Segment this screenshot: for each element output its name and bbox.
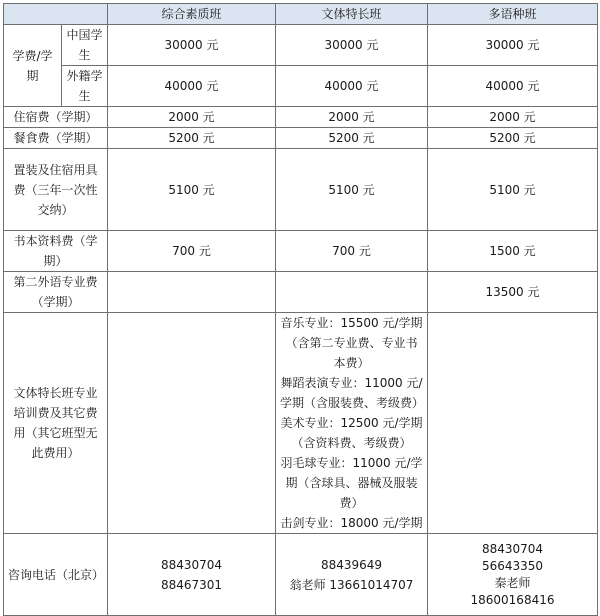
cell-empty xyxy=(428,313,598,534)
phone-number: 88439649 xyxy=(320,557,383,572)
column-header-comprehensive: 综合素质班 xyxy=(108,4,276,25)
table-row-housing xyxy=(4,107,598,128)
table-row-special-training xyxy=(4,313,598,534)
cell-value: 1500 元 xyxy=(428,231,598,272)
cell-value: 5100 元 xyxy=(276,149,428,231)
list-item: 羽毛球专业：11000 元/学期（含球具、器械及服装费） xyxy=(280,456,423,510)
contact-cell-arts-sports xyxy=(276,534,428,616)
column-header-multilingual: 多语种班 xyxy=(428,4,598,25)
cell-value: 5200 元 xyxy=(276,128,428,149)
cell-value: 40000 元 xyxy=(108,66,276,107)
cell-empty xyxy=(108,272,276,313)
cell-value: 2000 元 xyxy=(428,107,598,128)
contact-cell-multilingual xyxy=(428,534,598,616)
phone-number: 88430704 xyxy=(481,541,544,556)
row-sublabel-domestic: 中国学生 xyxy=(62,25,108,66)
cell-value: 700 元 xyxy=(108,231,276,272)
list-item: 舞蹈表演专业：11000 元/学期（含服装费、考级费） xyxy=(280,376,425,410)
row-label-housing: 住宿费（学期） xyxy=(4,107,108,128)
row-label-contact: 咨询电话（北京） xyxy=(4,534,108,616)
cell-value: 13500 元 xyxy=(428,272,598,313)
cell-value: 5100 元 xyxy=(108,149,276,231)
fee-table xyxy=(3,3,598,616)
table-row-books xyxy=(4,231,598,272)
table-row-second-language xyxy=(4,272,598,313)
cell-value: 40000 元 xyxy=(276,66,428,107)
row-sublabel-foreign: 外籍学生 xyxy=(62,66,108,107)
cell-value: 40000 元 xyxy=(428,66,598,107)
row-label-books: 书本资料费（学期） xyxy=(4,231,108,272)
cell-value: 30000 元 xyxy=(276,25,428,66)
row-label-outfit: 置装及住宿用具费（三年一次性交纳） xyxy=(4,149,108,231)
cell-value: 30000 元 xyxy=(108,25,276,66)
row-label-tuition: 学费/学期 xyxy=(4,25,62,107)
row-label-second-language: 第二外语专业费（学期） xyxy=(4,272,108,313)
cell-value: 30000 元 xyxy=(428,25,598,66)
table-row-tuition-domestic xyxy=(4,25,598,66)
column-header-arts-sports: 文体特长班 xyxy=(276,4,428,25)
cell-value: 700 元 xyxy=(276,231,428,272)
phone-number: 88430704 xyxy=(160,557,223,572)
contact-person-phone: 翁老师 13661014707 xyxy=(289,577,414,592)
cell-empty xyxy=(108,313,276,534)
table-row-meals xyxy=(4,128,598,149)
table-row-contact xyxy=(4,534,598,616)
cell-value: 5200 元 xyxy=(108,128,276,149)
table-row-tuition-foreign xyxy=(4,66,598,107)
cell-empty xyxy=(276,272,428,313)
special-training-list xyxy=(276,313,428,534)
cell-value: 2000 元 xyxy=(108,107,276,128)
phone-number: 56643350 xyxy=(481,558,544,573)
contact-cell-comprehensive xyxy=(108,534,276,616)
cell-value: 2000 元 xyxy=(276,107,428,128)
list-item: 美术专业：12500 元/学期（含资料费、考级费） xyxy=(280,416,423,450)
cell-value: 5200 元 xyxy=(428,128,598,149)
list-item: 音乐专业：15500 元/学期（含第二专业费、专业书本费） xyxy=(280,316,423,370)
header-row xyxy=(4,4,598,25)
header-corner xyxy=(4,4,108,25)
list-item: 击剑专业：18000 元/学期 xyxy=(280,516,423,530)
row-label-special-training: 文体特长班专业培训费及其它费用（其它班型无此费用） xyxy=(4,313,108,534)
phone-number: 88467301 xyxy=(160,577,223,592)
phone-number: 18600168416 xyxy=(470,592,555,607)
table-row-outfit xyxy=(4,149,598,231)
contact-person: 秦老师 xyxy=(494,575,531,590)
row-label-meals: 餐食费（学期） xyxy=(4,128,108,149)
cell-value: 5100 元 xyxy=(428,149,598,231)
